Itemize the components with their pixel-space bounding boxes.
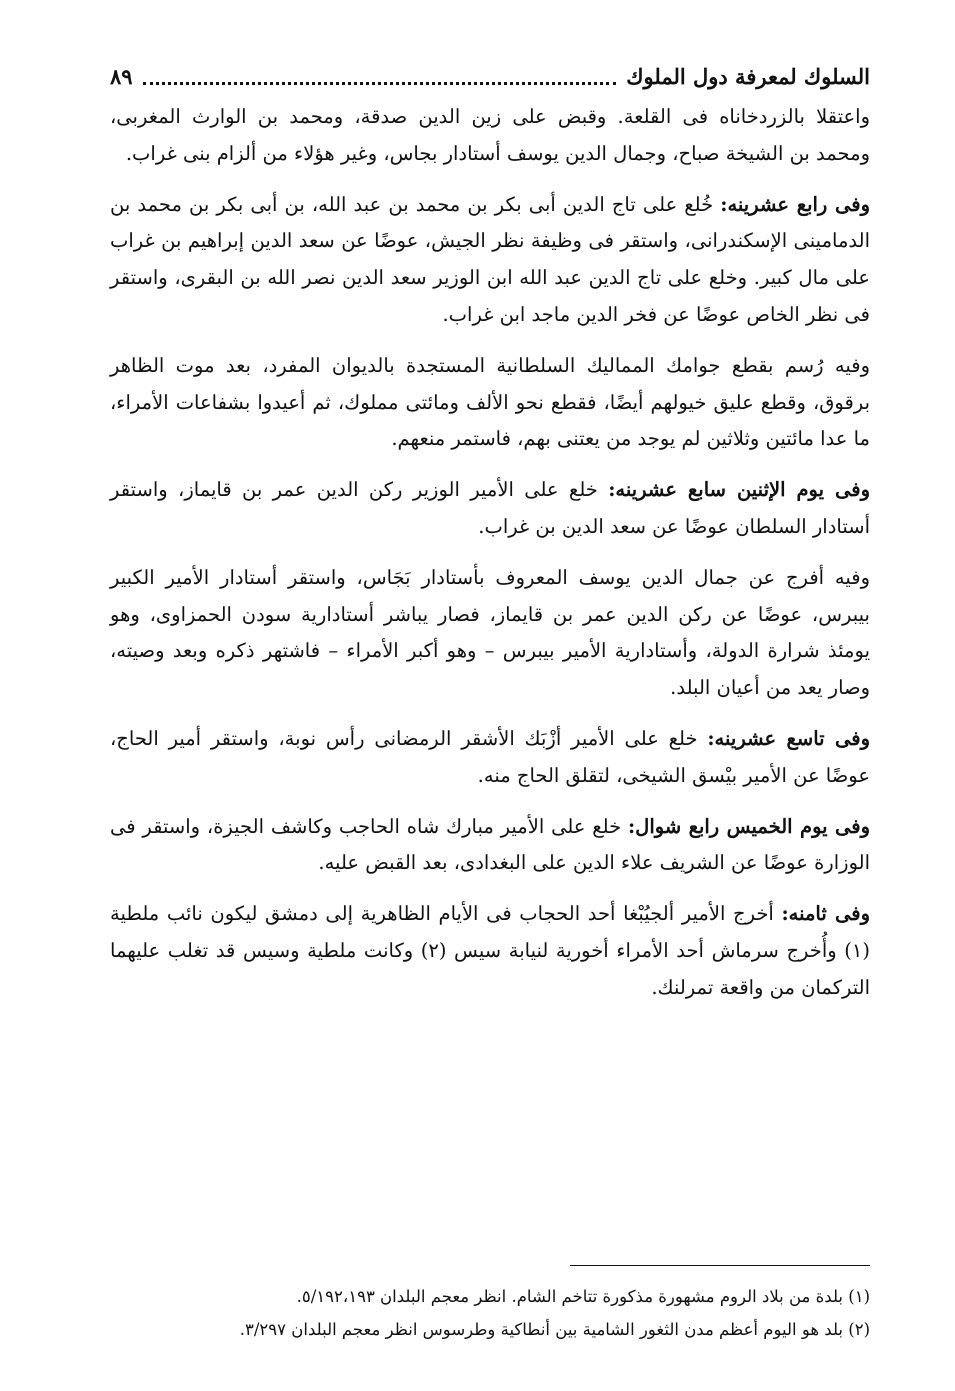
page <box>110 55 871 1339</box>
paragraph <box>110 809 870 883</box>
paragraph <box>110 187 870 334</box>
paragraph-text: خلع على الأمير أزْبَك الأشقر الرمضانى رأس نوبة، واستقر أمير الحاج، عوضًا عن الأمير بيْسق الشيخى، لتقلق الحاج منه. <box>110 726 870 787</box>
paragraph-lead: وفى يوم الإثنين سابع عشرينه: <box>608 478 871 502</box>
paragraph-text: واعتقلا بالزردخاناه فى القلعة. وقبض على زين الدين صدقة، ومحمد بن الوارث المغربى، ومحمد بن الشيخة صباح، وجمال الدين يوسف أستادار بجاس، وغير هؤلاء من ألزام بنى غراب. <box>110 105 870 165</box>
paragraph-text: وفيه رُسم بقطع جوامك المماليك السلطانية المستجدة بالديوان المفرد، بعد موت الظاهر برقوق، وقطع عليق خيولهم أيضًا، فقطع نحو الألف ومائتى مملوك، ثم أعيدوا بشفاعات الأمراء، ما عدا مائتين وثلاثين لم يوجد من يعتنى بهم، فاستمر منعهم. <box>110 353 870 451</box>
paragraph-lead: وفى يوم الخميس رابع شوال: <box>627 814 870 838</box>
footnote-divider <box>570 1265 870 1266</box>
footnote: (٢) بلد هو اليوم أعظم مدن الثغور الشامية بين أنطاكية وطرسوس انظر معجم البلدان ٣/٢٩٧. <box>239 1320 870 1339</box>
header-title: السلوك لمعرفة دول الملوك <box>626 64 870 89</box>
paragraph <box>110 348 870 458</box>
paragraph-text: وفيه أفرج عن جمال الدين يوسف المعروف بأستادار بَجَاس، واستقر أستادار الأمير الكبير بيبرس، عوضًا عن ركن الدين عمر بن قايماز، فصار يباشر أستادارية سودن الحمزاوى، وهو يومئذ شرارة الدولة، وأستادارية الأمير بيبرس – وهو أكبر الأمراء – فاشتهر ذكره وبعد وصيته، وصار يعد من أعيان البلد. <box>110 565 870 700</box>
paragraph-text: خُلع على تاج الدين أبى بكر بن محمد بن عبد الله، بن أبى بكر بن محمد بن الدمامينى الإسكندرانى، واستقر فى وظيفة نظر الجيش، عوضًا عن سعد الدين إبراهيم بن غراب على مال كبير. وخلع على تاج الدين عبد الله ابن الوزير سعد الدين نصر الله بن البقرى، واستقر فى نظر الخاص عوضًا عن فخر الدين ماجد ابن غراب. <box>110 192 870 326</box>
paragraph <box>110 896 870 1006</box>
footnote: (١) بلدة من بلاد الروم مشهورة مذكورة تتاخم الشام. انظر معجم البلدان ٥/١٩٢،١٩٣. <box>296 1287 870 1306</box>
paragraph <box>110 472 870 546</box>
paragraph-text: أخرج الأمير ألجيُبْغا أحد الحجاب فى الأيام الظاهرية إلى دمشق ليكون نائب ملطية (١) وأُخرج سرماش أحد الأمراء أخورية لنيابة سيس (٢) وكانت ملطية وسيس قد تغلب عليهما التركمان من واقعة تمرلنك. <box>110 902 870 999</box>
running-header <box>110 55 870 99</box>
paragraph-lead: وفى ثامنه: <box>781 902 870 926</box>
paragraph-lead: وفى تاسع عشرينه: <box>707 726 870 750</box>
paragraph <box>110 560 870 707</box>
paragraph-text: خلع على الأمير الوزير ركن الدين عمر بن قايماز، واستقر أستادار السلطان عوضًا عن سعد الدين بن غراب. <box>110 478 870 538</box>
page-number: ٨٩ <box>110 64 133 89</box>
header-dot-leader <box>143 82 617 85</box>
paragraph-text: خلع على الأمير مبارك شاه الحاجب وكاشف الجيزة، واستقر فى الوزارة عوضًا عن الشريف علاء الدين على البغدادى، بعد القبض عليه. <box>110 814 870 875</box>
paragraph <box>110 721 870 795</box>
paragraph <box>110 99 870 173</box>
paragraph-lead: وفى رابع عشرينه: <box>720 192 870 216</box>
footnotes <box>110 1280 870 1346</box>
